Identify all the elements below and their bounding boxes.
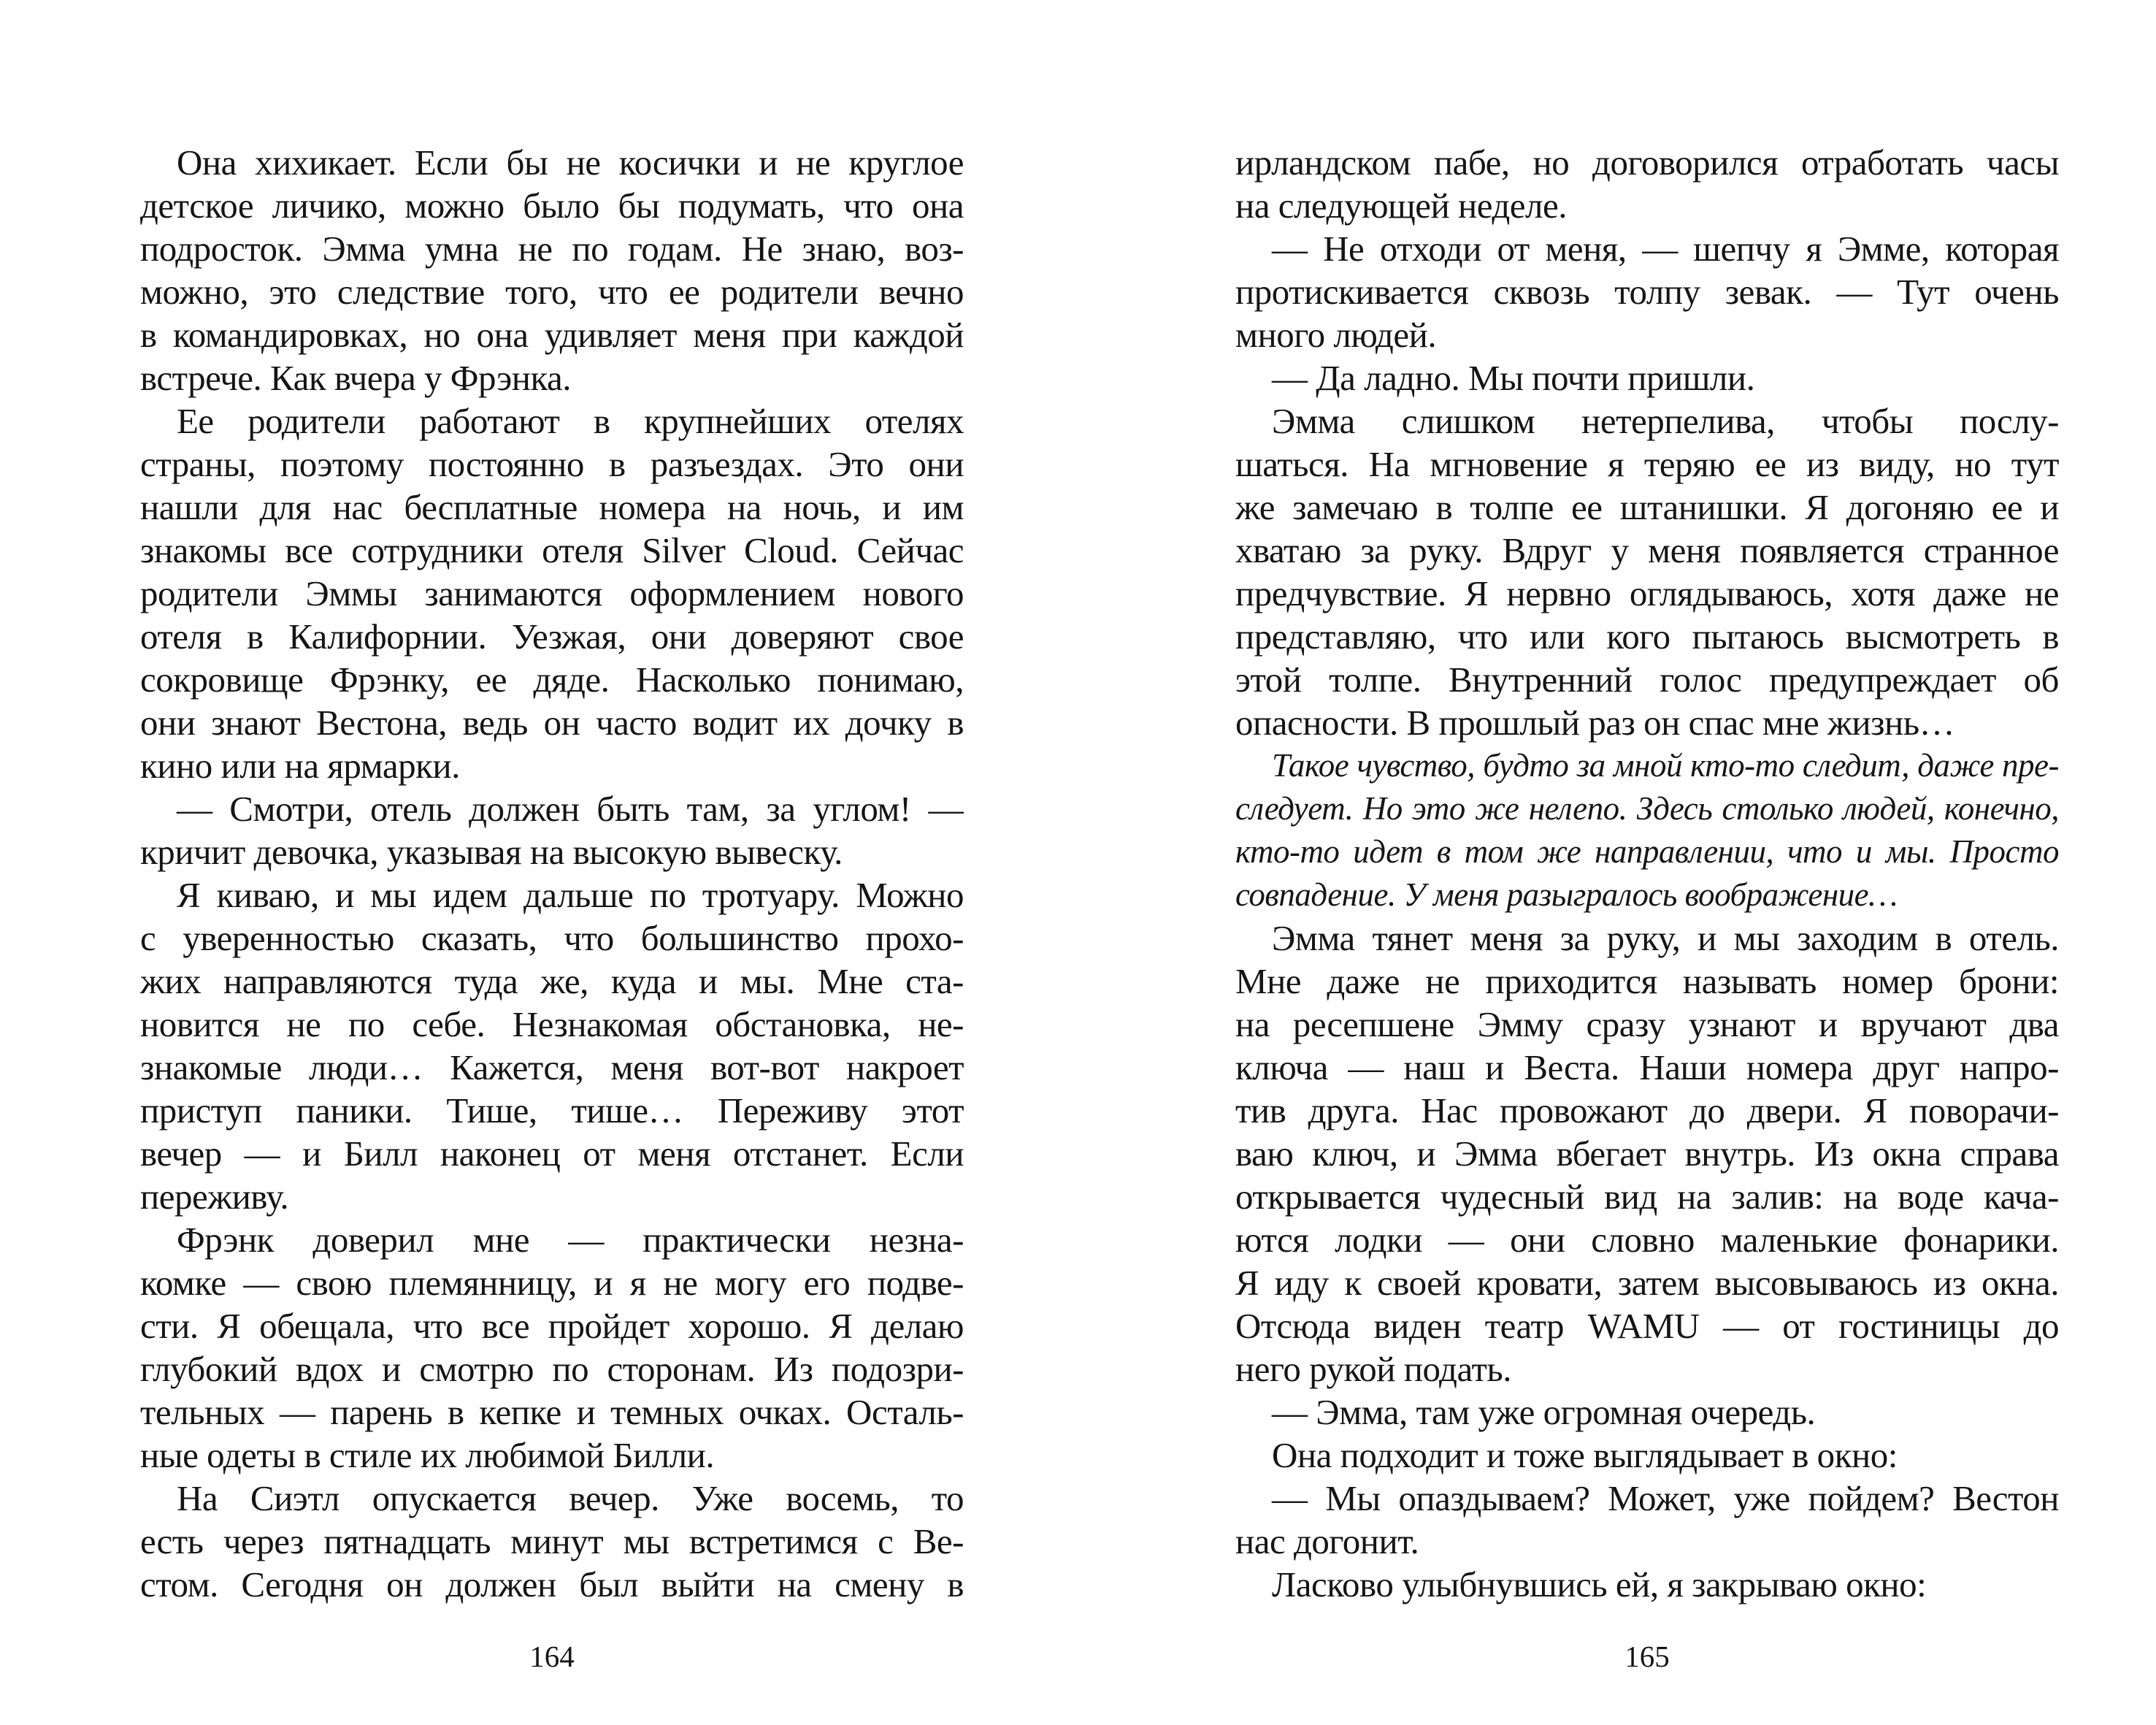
text-line: вечер — и Билл наконец от меня отстанет. Если — [140, 1133, 964, 1174]
text-line: этой толпе. Внутренний голос предупреждает об — [1235, 659, 2059, 700]
text-line: совпадение. У меня разыгралось воображение… — [1235, 876, 1898, 913]
text-line: следует. Но это же нелепо. Здесь столько людей, конечно, — [1235, 790, 2059, 827]
text-line: ключа — наш и Веста. Наши номера друг напро- — [1235, 1047, 2059, 1087]
text-line: кино или на ярмарки. — [140, 746, 460, 786]
text-line: есть через пятнадцать минут мы встретимся с Ве- — [140, 1521, 964, 1561]
text-line: открывается чудесный вид на залив: на воде кача- — [1235, 1177, 2059, 1217]
text-line: на следующей неделе. — [1235, 185, 1567, 226]
text-line: него рукой подать. — [1235, 1349, 1511, 1389]
text-line: — Смотри, отель должен быть там, за углом! — — [177, 789, 964, 829]
text-line: нас догонит. — [1235, 1521, 1419, 1561]
text-line: детское личико, можно было бы подумать, что она — [140, 185, 964, 226]
text-line: кто-то идет в том же направлении, что и мы. Просто — [1235, 833, 2059, 870]
text-line: — Эмма, там уже огромная очередь. — [1272, 1392, 1816, 1432]
text-line: кричит девочка, указывая на высокую вывеску. — [140, 832, 843, 872]
text-line: знакомые люди… Кажется, меня вот-вот накроет — [140, 1047, 964, 1087]
text-line: Я киваю, и мы идем дальше по тротуару. Можно — [177, 875, 964, 915]
text-line: Ее родители работают в крупнейших отелях — [177, 401, 964, 441]
text-line: на ресепшене Эмму сразу узнают и вручают два — [1235, 1004, 2059, 1044]
text-line: тив друга. Нас провожают до двери. Я поворачи- — [1235, 1090, 2059, 1131]
text-line: ирландском пабе, но договорился отработать часы — [1235, 142, 2059, 183]
text-line: же замечаю в толпе ее штанишки. Я догоняю ее и — [1235, 487, 2059, 527]
text-line: предчувствие. Я нервно оглядываюсь, хотя даже не — [1235, 573, 2059, 613]
text-line: подросток. Эмма умна не по годам. Не знаю, воз- — [140, 229, 964, 269]
page-left-number: 164 — [529, 1640, 575, 1673]
page-right-number: 165 — [1624, 1640, 1670, 1673]
text-line: Я иду к своей кровати, затем высовываюсь из окна. — [1235, 1263, 2059, 1303]
text-line: нашли для нас бесплатные номера на ночь, и им — [140, 487, 964, 527]
text-line: ются лодки — они словно маленькие фонарики. — [1235, 1220, 2059, 1260]
text-line: страны, поэтому постоянно в разъездах. Это они — [140, 444, 964, 484]
text-line: в командировках, но она удивляет меня при каждой — [140, 315, 964, 355]
text-line: ваю ключ, и Эмма вбегает внутрь. Из окна справа — [1235, 1133, 2059, 1174]
text-line: Фрэнк доверил мне — практически незна- — [177, 1220, 964, 1260]
text-line: переживу. — [140, 1177, 289, 1217]
text-line: знакомы все сотрудники отеля Silver Cloud. Сейчас — [140, 530, 964, 570]
text-line: ные одеты в стиле их любимой Билли. — [140, 1435, 715, 1475]
text-line: Отсюда виден театр WAMU — от гостиницы до — [1235, 1306, 2059, 1346]
text-line: Она хихикает. Если бы не косички и не круглое — [177, 142, 964, 183]
text-line: новится не по себе. Незнакомая обстановка, не- — [140, 1004, 964, 1044]
text-line: отеля в Калифорнии. Уезжая, они доверяют свое — [140, 616, 964, 657]
page-left-text-block — [140, 141, 964, 1606]
text-line: Такое чувство, будто за мной кто-то следит, даже пре- — [1272, 747, 2059, 784]
text-line: жих направляются туда же, куда и мы. Мне ста- — [140, 961, 964, 1001]
text-line: приступ паники. Тише, тише… Переживу этот — [140, 1090, 964, 1131]
text-line: Эмма тянет меня за руку, и мы заходим в отель. — [1272, 918, 2059, 958]
text-line: — Не отходи от меня, — шепчу я Эмме, которая — [1272, 229, 2059, 269]
page-right-text-block — [1235, 141, 2059, 1606]
text-line: тельных — парень в кепке и темных очках. Осталь- — [140, 1392, 964, 1432]
text-line: Ласково улыбнувшись ей, я закрываю окно: — [1272, 1564, 1927, 1604]
text-line: представляю, что или кого пытаюсь высмотреть в — [1235, 616, 2059, 657]
text-line: можно, это следствие того, что ее родители вечно — [140, 272, 964, 312]
text-line: родители Эммы занимаются оформлением нового — [140, 573, 964, 613]
text-line: Мне даже не приходится называть номер брони: — [1235, 961, 2059, 1001]
text-line: протискивается сквозь толпу зевак. — Тут очень — [1235, 272, 2059, 312]
text-line: — Мы опаздываем? Может, уже пойдем? Вестон — [1272, 1478, 2059, 1518]
text-line: На Сиэтл опускается вечер. Уже восемь, то — [177, 1478, 964, 1518]
text-line: с уверенностью сказать, что большинство прохо- — [140, 918, 964, 958]
text-line: Эмма слишком нетерпелива, чтобы послу- — [1272, 401, 2059, 441]
text-line: много людей. — [1235, 315, 1437, 355]
text-line: сти. Я обещала, что все пройдет хорошо. Я делаю — [140, 1306, 964, 1346]
text-line: опасности. В прошлый раз он спас мне жизнь… — [1235, 703, 1955, 743]
text-line: они знают Вестона, ведь он часто водит их дочку в — [140, 703, 964, 743]
text-line: шаться. На мгновение я теряю ее из виду, но тут — [1235, 444, 2059, 484]
text-line: комке — свою племянницу, и я не могу его подве- — [140, 1263, 964, 1303]
page-right — [1078, 0, 2156, 1725]
text-line: — Да ладно. Мы почти пришли. — [1272, 358, 1755, 398]
text-line: Она подходит и тоже выглядывает в окно: — [1272, 1435, 1898, 1475]
text-line: стом. Сегодня он должен был выйти на смену в — [140, 1564, 964, 1604]
text-line: хватаю за руку. Вдруг у меня появляется странное — [1235, 530, 2059, 570]
text-line: встрече. Как вчера у Фрэнка. — [140, 358, 572, 398]
text-line: сокровище Фрэнку, ее дяде. Насколько понимаю, — [140, 659, 964, 700]
text-line: глубокий вдох и смотрю по сторонам. Из подозри- — [140, 1349, 964, 1389]
